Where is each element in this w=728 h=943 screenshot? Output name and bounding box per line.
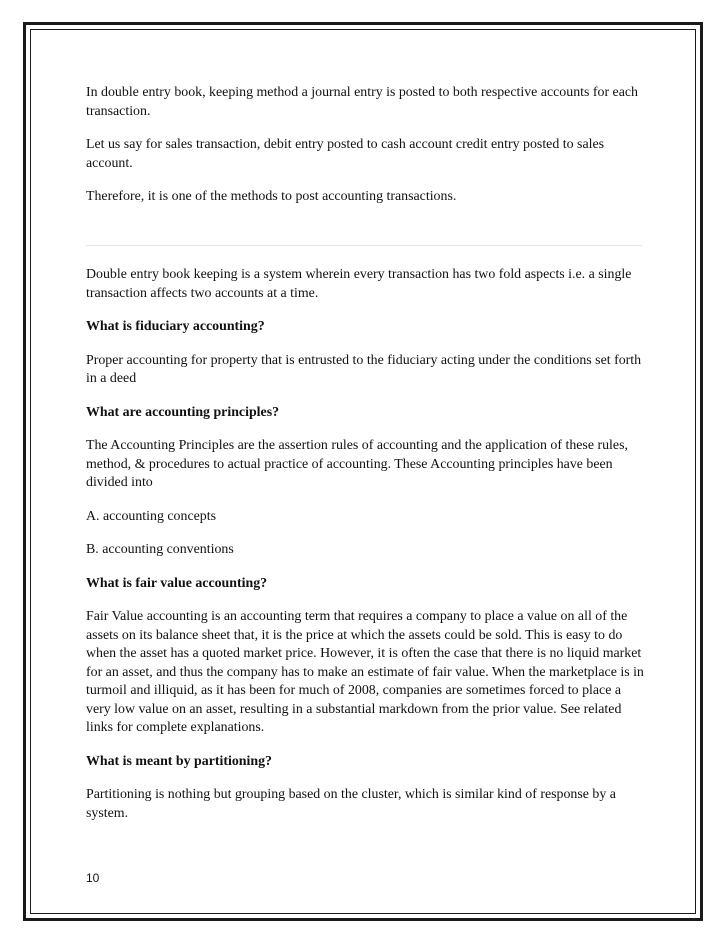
answer-fair-value: Fair Value accounting is an accounting term that requires a company to place a value on all of the assets on its balance sheet that, it is the price at which the assets could be sold. This is easy to do when the asset has a quoted market price. However, it is often the case that there is no liquid market for an asset, and thus the company has to make an estimate of fair value. When the marketplace is in turmoil and illiquid, as it has been for much of 2008, companies are sometimes forced to place a very low value on an asset, resulting in a substantial markdown from the prior value. See related links for complete explanations. (86, 609, 644, 735)
intro-section (86, 84, 646, 207)
question-principles: What are accounting principles? (86, 404, 280, 420)
intro-paragraph-3: Therefore, it is one of the methods to post accounting transactions. (86, 189, 457, 204)
intro-paragraph-1: In double entry book, keeping method a journal entry is posted to both respective accounts for each transaction. (86, 85, 638, 119)
section-divider (86, 245, 642, 246)
question-fiduciary: What is fiduciary accounting? (86, 319, 265, 334)
intro-paragraph-2: Let us say for sales transaction, debit entry posted to cash account credit entry posted to sales account. (86, 137, 605, 171)
list-item-conventions: B. accounting conventions (86, 542, 234, 557)
answer-principles: The Accounting Principles are the assertion rules of accounting and the application of these rules, method, & procedures to actual practice of accounting. These Accounting principles have been divided into (86, 438, 628, 490)
list-item-concepts: A. accounting concepts (86, 508, 216, 524)
page-number: 10 (86, 871, 100, 885)
answer-fiduciary: Proper accounting for property that is entrusted to the fiduciary acting under the conditions set forth in a deed (86, 352, 642, 386)
answer-partitioning: Partitioning is nothing but grouping based on the cluster, which is similar kind of response by a system. (86, 787, 616, 821)
question-partitioning: What is meant by partitioning? (86, 753, 272, 769)
question-fair-value: What is fair value accounting? (86, 575, 268, 591)
body-section (86, 266, 646, 823)
body-paragraph: Double entry book keeping is a system wherein every transaction has two fold aspects i.e. a single transaction affects two accounts at a time. (86, 267, 632, 301)
